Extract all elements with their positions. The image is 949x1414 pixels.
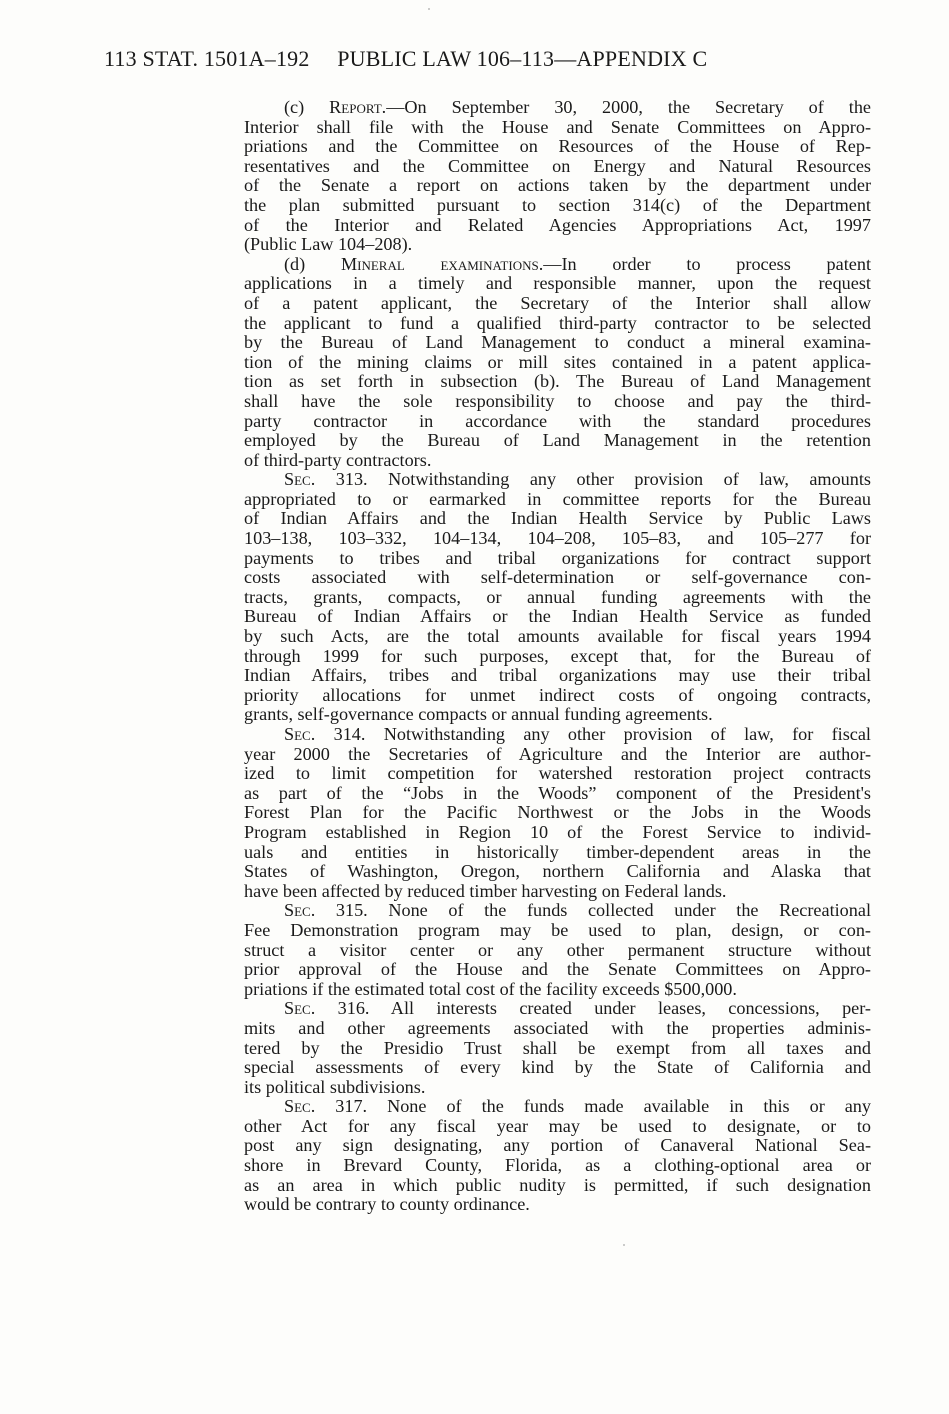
text-line: priority allocations for unmet indirect costs of ongoing contracts, bbox=[244, 684, 871, 705]
heading-small-caps: Sec. bbox=[284, 724, 316, 744]
scan-speck bbox=[428, 8, 430, 10]
text-line: Interior shall file with the House and Senate Committees on Appro- bbox=[244, 116, 871, 137]
text-line: struct a visitor center or any other permanent structure without bbox=[244, 939, 871, 960]
text-line: of a patent applicant, the Secretary of the Interior shall allow bbox=[244, 292, 871, 313]
text-line: resentatives and the Committee on Energy and Natural Resources bbox=[244, 155, 871, 176]
heading-small-caps: Sec. bbox=[284, 469, 316, 490]
statute-citation: 113 STAT. 1501A–192 bbox=[104, 46, 310, 71]
text-line: Fee Demonstration program may be used to plan, design, or con- bbox=[244, 919, 871, 940]
text-line: ized to limit competition for watershed restoration project contracts bbox=[244, 763, 871, 784]
text-line: as an area in which public nudity is permitted, if such designation bbox=[244, 1174, 871, 1195]
text-line: appropriated to or earmarked in committee reports for the Bureau bbox=[244, 488, 871, 509]
paragraph-sec-313 bbox=[244, 470, 871, 725]
text-line: by such Acts, are the total amounts available for fiscal years 1994 bbox=[244, 626, 871, 647]
text-line: would be contrary to county ordinance. bbox=[244, 1194, 530, 1215]
paragraph-sec-316 bbox=[244, 999, 871, 1097]
text-line: by the Bureau of Land Management to conduct a mineral examina- bbox=[244, 332, 871, 353]
text-line: priations and the Committee on Resources of the House of Rep- bbox=[244, 136, 871, 157]
text-line: through 1999 for such purposes, except that, for the Bureau of bbox=[244, 645, 871, 666]
text-line: of the Senate a report on actions taken by the department under bbox=[244, 175, 871, 196]
heading-small-caps: Sec. bbox=[284, 998, 316, 1019]
text-line: tracts, grants, compacts, or annual funding agreements with the bbox=[244, 586, 871, 607]
text-line: Sec. 314. Notwithstanding any other provision of law, for fiscal bbox=[284, 724, 871, 744]
text-line: Program established in Region 10 of the Forest Service to individ- bbox=[244, 821, 871, 842]
text-line: tered by the Presidio Trust shall be exempt from all taxes and bbox=[244, 1037, 871, 1058]
paragraph-sec-317 bbox=[244, 1097, 871, 1215]
text-line: as part of the “Jobs in the Woods” component of the President's bbox=[244, 782, 871, 803]
text-line: grants, self-governance compacts or annual funding agreements. bbox=[244, 704, 713, 725]
text-line: special assessments of every kind by the State of California and bbox=[244, 1057, 871, 1078]
text-line: Sec. 316. All interests created under leases, concessions, per- bbox=[284, 998, 871, 1019]
text-line: (d) Mineral examinations.—In order to process patent bbox=[284, 253, 871, 274]
text-line: (Public Law 104–208). bbox=[244, 234, 413, 255]
text-line: Sec. 315. None of the funds collected under the Recreational bbox=[284, 900, 871, 921]
text-line: have been affected by reduced timber harvesting on Federal lands. bbox=[244, 880, 727, 901]
running-head bbox=[104, 46, 864, 72]
paragraph-sec-314 bbox=[244, 725, 871, 901]
text-line: other Act for any fiscal year may be used to designate, or to bbox=[244, 1115, 871, 1136]
text-line: its political subdivisions. bbox=[244, 1076, 426, 1097]
scan-speck bbox=[623, 1244, 625, 1246]
heading-small-caps: Report. bbox=[329, 97, 387, 117]
paragraph-c-report bbox=[244, 98, 871, 255]
text-line: of the Interior and Related Agencies Appropriations Act, 1997 bbox=[244, 214, 871, 235]
heading-small-caps: Sec. bbox=[284, 900, 316, 921]
text-line: prior approval of the House and the Senate Committees on Appro- bbox=[244, 959, 871, 980]
text-line: post any sign designating, any portion of Canaveral National Sea- bbox=[244, 1135, 871, 1156]
text-line: of third-party contractors. bbox=[244, 449, 432, 470]
heading-small-caps: Mineral examinations. bbox=[340, 253, 544, 274]
text-line: priations if the estimated total cost of the facility exceeds $500,000. bbox=[244, 978, 737, 999]
text-line: Sec. 317. None of the funds made available in this or any bbox=[284, 1096, 871, 1117]
text-line: Indian Affairs, tribes and tribal organizations may use their tribal bbox=[244, 665, 871, 686]
paragraph-d-mineral-examinations bbox=[244, 255, 871, 471]
text-line: applications in a timely and responsible manner, upon the request bbox=[244, 273, 871, 294]
text-line: costs associated with self-determination or self-governance con- bbox=[244, 567, 871, 588]
heading-small-caps: Sec. bbox=[284, 1096, 316, 1117]
text-line: year 2000 the Secretaries of Agriculture and the Interior are author- bbox=[244, 743, 871, 764]
body-text bbox=[244, 98, 871, 1215]
text-line: Forest Plan for the Pacific Northwest or the Jobs in the Woods bbox=[244, 802, 871, 823]
text-line: Sec. 313. Notwithstanding any other provision of law, amounts bbox=[284, 469, 871, 490]
text-line: tion of the mining claims or mill sites contained in a patent applica- bbox=[244, 351, 871, 372]
text-line: 103–138, 103–332, 104–134, 104–208, 105–83, and 105–277 for bbox=[244, 528, 871, 549]
paragraph-sec-315 bbox=[244, 901, 871, 999]
public-law-title: PUBLIC LAW 106–113—APPENDIX C bbox=[337, 46, 708, 71]
text-line: of Indian Affairs and the Indian Health Service by Public Laws bbox=[244, 508, 871, 529]
text-line: the plan submitted pursuant to section 314(c) of the Department bbox=[244, 194, 871, 215]
text-line: (c) Report.—On September 30, 2000, the Secretary of the bbox=[284, 97, 871, 117]
text-line: uals and entities in historically timber-dependent areas in the bbox=[244, 841, 871, 862]
text-line: mits and other agreements associated with the properties adminis- bbox=[244, 1017, 871, 1038]
text-line: shore in Brevard County, Florida, as a clothing-optional area or bbox=[244, 1155, 871, 1176]
text-line: the applicant to fund a qualified third-party contractor to be selected bbox=[244, 312, 871, 333]
text-line: States of Washington, Oregon, northern California and Alaska that bbox=[244, 861, 871, 882]
text-line: employed by the Bureau of Land Management in the retention bbox=[244, 430, 871, 451]
text-line: shall have the sole responsibility to choose and pay the third- bbox=[244, 390, 871, 411]
text-line: tion as set forth in subsection (b). The Bureau of Land Management bbox=[244, 371, 871, 392]
text-line: Bureau of Indian Affairs or the Indian Health Service as funded bbox=[244, 606, 871, 627]
text-line: party contractor in accordance with the standard procedures bbox=[244, 410, 871, 431]
text-line: payments to tribes and tribal organizations for contract support bbox=[244, 547, 871, 568]
